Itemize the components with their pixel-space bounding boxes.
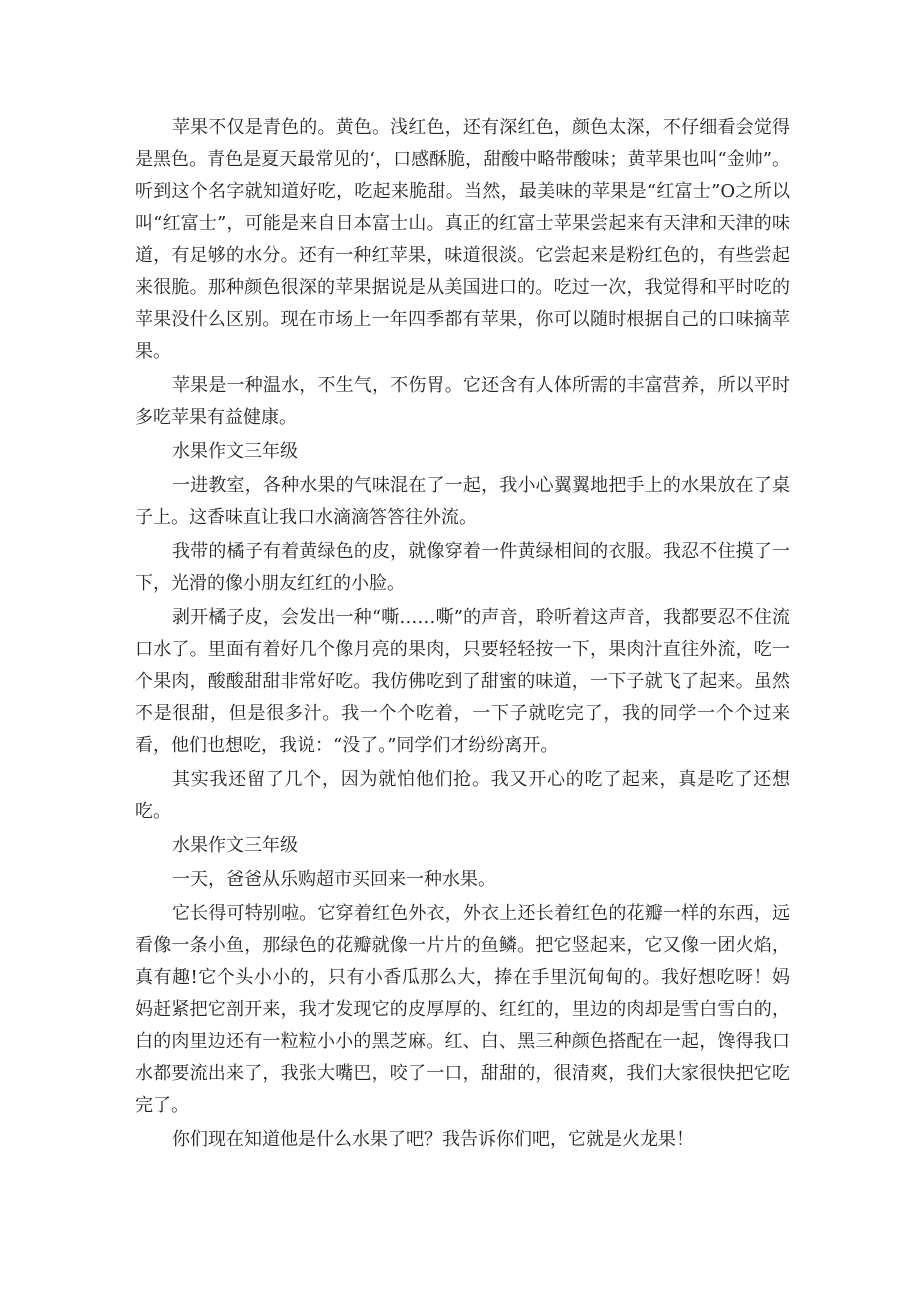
paragraph-orange-skin: 我带的橘子有着黄绿色的皮，就像穿着一件黄绿相间的衣服。我忍不住摸了一下，光滑的像小朋友红红的小脸。 <box>135 541 790 594</box>
document-body <box>135 112 790 1158</box>
paragraph-apple-colors: 苹果不仅是青色的。黄色。浅红色，还有深红色，颜色太深，不仔细看会觉得是黑色。青色是夏天最常见的‘，口感酥脆，甜酸中略带酸味；黄苹果也叫“金帅”。听到这个名字就知道好吃，吃起来脆甜。当然，最美味的苹果是“红富士”O之所以叫“红富士”，可能是来自日本富士山。真正的红富士苹果尝起来有天津和天津的味道，有足够的水分。还有一种红苹果，味道很淡。它尝起来是粉红色的，有些尝起来很脆。那种颜色很深的苹果据说是从美国进口的。吃过一次，我觉得和平时吃的苹果没什么区别。现在市场上一年四季都有苹果，你可以随时根据自己的口味摘苹果。 <box>135 117 790 362</box>
paragraph-dragon-fruit-look: 它长得可特别啦。它穿着红色外衣，外衣上还长着红色的花瓣一样的东西，远看像一条小鱼，那绿色的花瓣就像一片片的鱼鳞。把它竖起来，它又像一团火焰，真有趣!它个头小小的，只有小香瓜那么大，捧在手里沉甸甸的。我好想吃呀！妈妈赶紧把它剖开来，我才发现它的皮厚厚的、红红的，里边的肉却是雪白雪白的，白的肉里边还有一粒粒小小的黑芝麻。红、白、黑三种颜色搭配在一起，馋得我口水都要流出来了，我张大嘴巴，咬了一口，甜甜的，很清爽，我们大家很快把它吃完了。 <box>135 903 790 1116</box>
paragraph-peeling-orange: 剥开橘子皮，会发出一种“嘶……嘶”的声音，聆听着这声音，我都要忍不住流口水了。里面有着好几个像月亮的果肉，只要轻轻按一下，果肉汁直往外流，吃一个果肉，酸酸甜甜非常好吃。我仿佛吃到了甜蜜的味道，一下子就飞了起来。虽然不是很甜，但是很多汁。我一个个吃着，一下子就吃完了，我的同学一个个过来看，他们也想吃，我说：“没了。”同学们才纷纷离开。 <box>135 607 790 756</box>
paragraph-dragon-fruit-reveal: 你们现在知道他是什么水果了吧？我告诉你们吧，它就是火龙果！ <box>172 1129 694 1150</box>
paragraph-apple-health: 苹果是一种温水，不生气，不伤胃。它还含有人体所需的丰富营养，所以平时多吃苹果有益健康。 <box>135 375 790 428</box>
paragraph-classroom: 一进教室，各种水果的气味混在了一起，我小心翼翼地把手上的水果放在了桌子上。这香味直让我口水滴滴答答往外流。 <box>135 475 790 528</box>
paragraph-dad-bought: 一天，爸爸从乐购超市买回来一种水果。 <box>172 869 496 890</box>
essay-title-2: 水果作文三年级 <box>172 835 298 856</box>
essay-title-1: 水果作文三年级 <box>172 441 298 462</box>
paragraph-kept-some: 其实我还留了几个，因为就怕他们抢。我又开心的吃了起来，真是吃了还想吃。 <box>135 769 790 822</box>
